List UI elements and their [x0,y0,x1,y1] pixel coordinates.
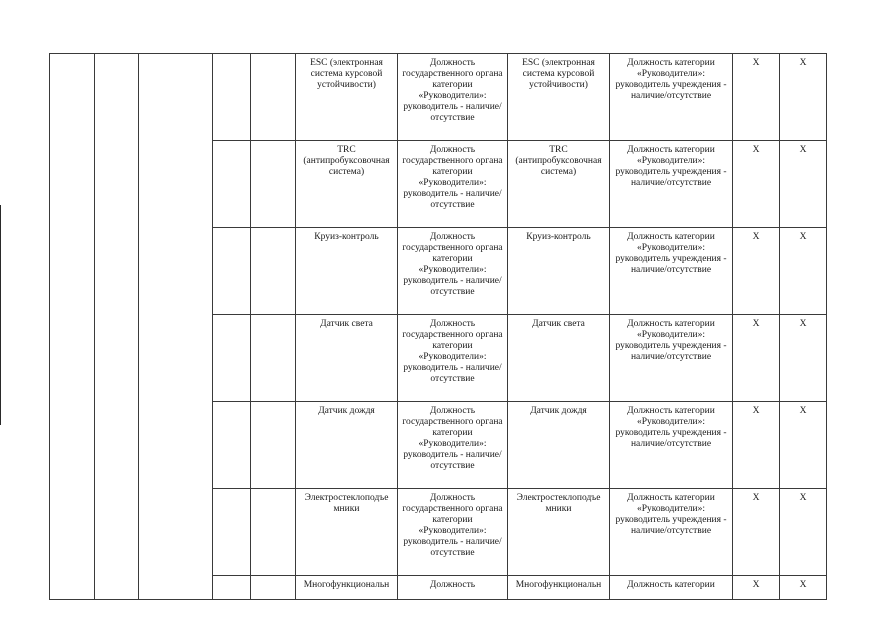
mark-cell-2: X [780,576,827,600]
empty-cell [213,141,251,228]
mark-cell-2: X [780,141,827,228]
merged-cell-col3 [139,54,213,600]
characteristic-cell-2: Электростеклоподъе мники [508,489,610,576]
mark-cell-1: X [733,141,780,228]
requirement-cell-2: Должность категории «Руководители»: руководитель учреждения - наличие/отсутствие [610,228,733,315]
mark-cell-2: X [780,315,827,402]
empty-cell [251,576,296,600]
mark-cell-2: X [780,489,827,576]
empty-cell [251,315,296,402]
requirement-cell: Должность государственного органа категории «Руководители»: руководитель - наличие/отсутствие [398,228,508,315]
characteristic-cell: Датчик света [296,315,398,402]
characteristic-cell: TRC (антипробуксовочная система) [296,141,398,228]
requirement-cell-2: Должность категории «Руководители»: руководитель учреждения - наличие/отсутствие [610,141,733,228]
characteristic-cell-2: Датчик света [508,315,610,402]
requirement-cell-2: Должность категории «Руководители»: руководитель учреждения - наличие/отсутствие [610,54,733,141]
characteristic-cell-2: Датчик дождя [508,402,610,489]
requirement-cell: Должность государственного органа категории «Руководители»: руководитель - наличие/отсутствие [398,54,508,141]
requirement-cell-2: Должность категории [610,576,733,600]
characteristic-cell: Многофункциональн [296,576,398,600]
mark-cell-1: X [733,576,780,600]
mark-cell-1: X [733,54,780,141]
mark-cell-2: X [780,54,827,141]
empty-cell [213,489,251,576]
characteristic-cell-2: ESC (электронная система курсовой устойчивости) [508,54,610,141]
empty-cell [251,489,296,576]
page-edge-line [0,205,1,425]
mark-cell-1: X [733,315,780,402]
empty-cell [213,228,251,315]
characteristic-cell: Круиз-контроль [296,228,398,315]
characteristic-cell: Датчик дождя [296,402,398,489]
merged-cell-col1 [50,54,95,600]
requirement-cell: Должность государственного органа категории «Руководители»: руководитель - наличие/отсутствие [398,402,508,489]
table-row [50,54,827,141]
characteristic-cell: Электростеклоподъе мники [296,489,398,576]
merged-cell-col2 [95,54,139,600]
characteristic-cell: ESC (электронная система курсовой устойчивости) [296,54,398,141]
requirement-cell-2: Должность категории «Руководители»: руководитель учреждения - наличие/отсутствие [610,489,733,576]
empty-cell [251,141,296,228]
requirement-cell: Должность [398,576,508,600]
empty-cell [213,54,251,141]
mark-cell-2: X [780,402,827,489]
mark-cell-1: X [733,489,780,576]
mark-cell-1: X [733,228,780,315]
empty-cell [213,315,251,402]
mark-cell-2: X [780,228,827,315]
characteristic-cell-2: Многофункциональн [508,576,610,600]
requirement-cell-2: Должность категории «Руководители»: руководитель учреждения - наличие/отсутствие [610,402,733,489]
requirements-table [49,53,827,600]
empty-cell [251,54,296,141]
mark-cell-1: X [733,402,780,489]
empty-cell [213,576,251,600]
requirement-cell-2: Должность категории «Руководители»: руководитель учреждения - наличие/отсутствие [610,315,733,402]
requirement-cell: Должность государственного органа категории «Руководители»: руководитель - наличие/отсутствие [398,489,508,576]
characteristic-cell-2: TRC (антипробуксовочная система) [508,141,610,228]
empty-cell [251,402,296,489]
empty-cell [251,228,296,315]
characteristic-cell-2: Круиз-контроль [508,228,610,315]
empty-cell [213,402,251,489]
requirement-cell: Должность государственного органа категории «Руководители»: руководитель - наличие/отсутствие [398,141,508,228]
requirement-cell: Должность государственного органа категории «Руководители»: руководитель - наличие/отсутствие [398,315,508,402]
